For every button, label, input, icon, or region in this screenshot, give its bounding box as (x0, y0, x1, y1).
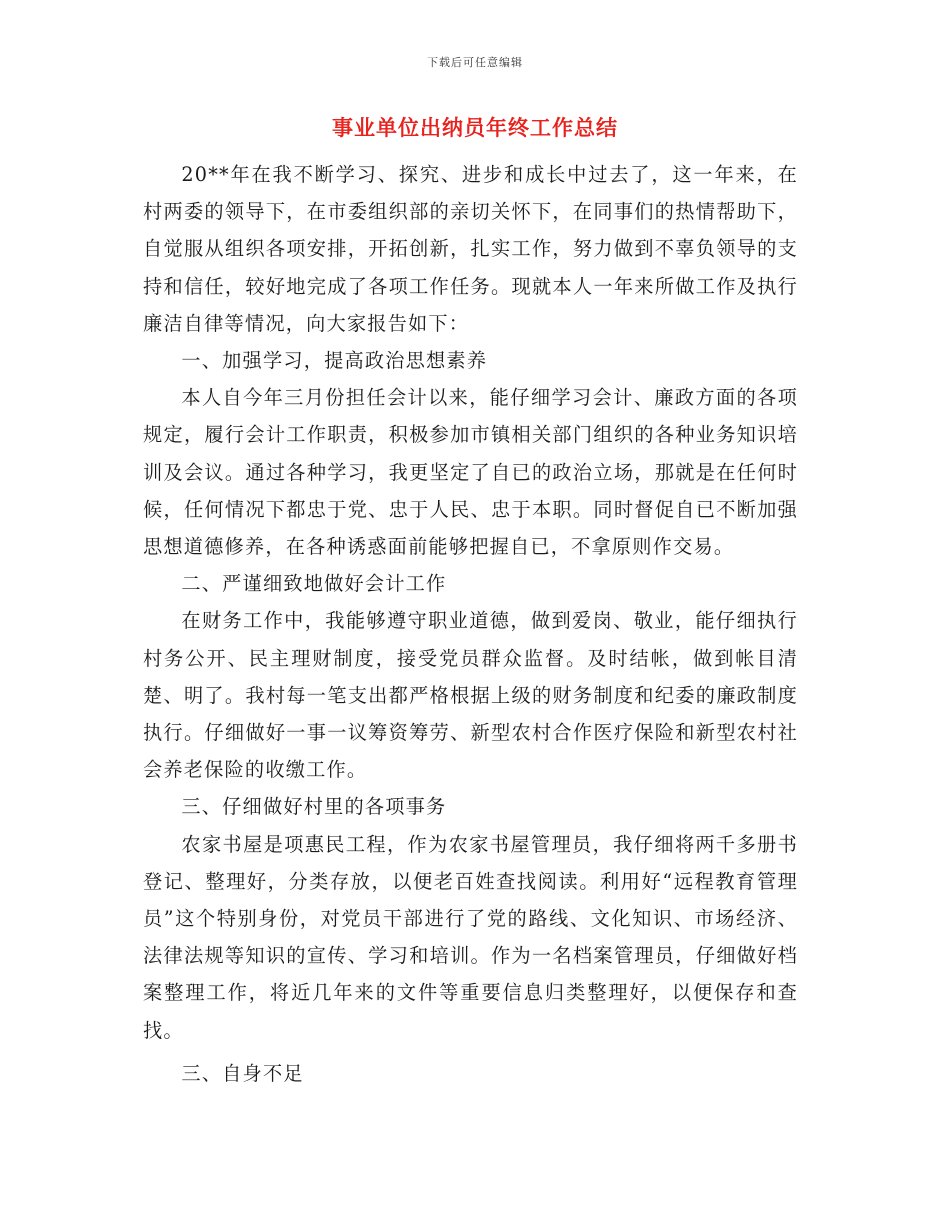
section-paragraph: 在财务工作中，我能够遵守职业道德，做到爱岗、敬业，能仔细执行村务公开、民主理财制度，接受党员群众监督。及时结帐，做到帐目清楚、明了。我村每一笔支出都严格根据上级的财务制度和纪委的廉政制度执行。仔细做好一事一议筹资筹劳、新型农村合作医疗保险和新型农村社会养老保险的收缴工作。 (143, 609, 798, 782)
section-paragraph: 农家书屋是项惠民工程，作为农家书屋管理员，我仔细将两千多册书登记、整理好，分类存放，以便老百姓查找阅读。利用好“远程教育管理员”这个特别身份，对党员干部进行了党的路线、文化知识、市场经济、法律法规等知识的宣传、学习和培训。作为一名档案管理员，仔细做好档案整理工作，将近几年来的文件等重要信息归类整理好，以便保存和查找。 (143, 832, 798, 1042)
section-heading: 三、仔细做好村里的各项事务 (181, 795, 447, 819)
section-paragraph: 本人自今年三月份担任会计以来，能仔细学习会计、廉政方面的各项规定，履行会计工作职责，积极参加市镇相关部门组织的各种业务知识培训及会议。通过各种学习，我更坚定了自已的政治立场，那就是在任何时候，任何情况下都忠于党、忠于人民、忠于本职。同时督促自已不断加强思想道德修养，在各种诱惑面前能够把握自已，不拿原则作交易。 (143, 386, 798, 559)
header-note: 下载后可任意编辑 (427, 56, 523, 69)
section-heading: 三、自身不足 (181, 1061, 304, 1085)
section-heading: 一、加强学习，提高政治思想素养 (181, 349, 488, 373)
document-body (143, 156, 798, 1092)
section-heading: 二、严谨细致地做好会计工作 (181, 572, 447, 596)
intro-paragraph: 20**年在我不断学习、探究、进步和成长中过去了，这一年来，在村两委的领导下，在市委组织部的亲切关怀下，在同事们的热情帮助下，自觉服从组织各项安排，开拓创新，扎实工作，努力做到不辜负领导的支持和信任，较好地完成了各项工作任务。现就本人一年来所做工作及执行廉洁自律等情况，向大家报告如下： (143, 163, 798, 335)
document-title: 事业单位出纳员年终工作总结 (332, 115, 618, 140)
